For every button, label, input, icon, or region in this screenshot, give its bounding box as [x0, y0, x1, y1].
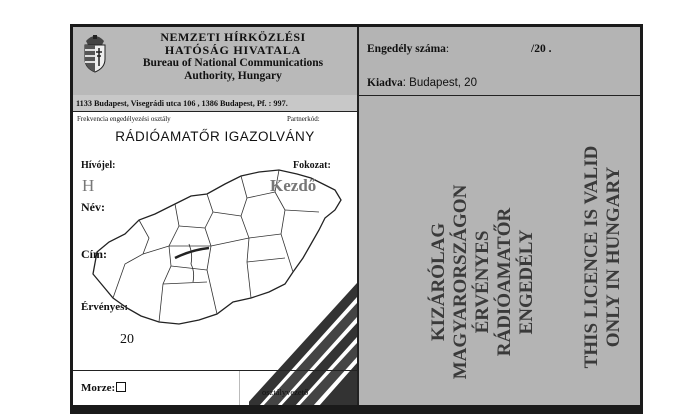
issuer-name-en-line1: Bureau of National Communications [142, 57, 324, 69]
signature-label: osztályvezető [262, 387, 309, 397]
callsign-label: Hívójel: [81, 160, 116, 171]
notice-hu-line-2: MAGYARORSZÁGON [450, 184, 471, 380]
issued-row [367, 77, 477, 89]
license-back-panel [357, 27, 640, 406]
notice-hu-line-3: ÉRVÉNYES [472, 230, 493, 334]
issued-label: Kiadva [367, 77, 403, 89]
license-card [70, 24, 643, 409]
morse-label [81, 382, 126, 394]
morse-label-text: Morze: [81, 382, 116, 394]
callsign-value: H [82, 176, 95, 195]
address-label: Cím: [81, 247, 107, 261]
permit-separator [359, 95, 640, 96]
issuer-address: 1133 Budapest, Visegrádi utca 106 , 1386 Budapest, Pf. : 997. [73, 95, 357, 112]
permit-number-suffix: /20 . [531, 43, 552, 55]
valid-until-value: 20 [120, 332, 134, 347]
document-title: RÁDIÓAMATŐR IGAZOLVÁNY [115, 129, 315, 144]
notice-hu-line-1: KIZÁRÓLAG [428, 222, 449, 342]
issued-value: : Budapest, 20 [402, 77, 477, 89]
notice-en-line-1: THIS LICENCE IS VALID [581, 145, 602, 369]
valid-until-label: Érvényes: [81, 301, 129, 313]
notice-en-line-2: ONLY IN HUNGARY [603, 166, 624, 348]
permit-number-colon: : [445, 43, 450, 55]
class-label: Fokozat: [293, 160, 331, 171]
issuer-name-hu-line1: NEMZETI HÍRKÖZLÉSI [160, 30, 306, 44]
issuer-name [117, 31, 349, 83]
name-label: Név: [81, 200, 105, 214]
morse-row [73, 370, 357, 407]
morse-checkbox[interactable] [116, 382, 126, 392]
class-value: Kezdő [270, 176, 317, 195]
issuer-name-en-line2: Authority, Hungary [184, 70, 282, 82]
issuer-header [73, 27, 357, 96]
license-front-panel [73, 27, 357, 406]
notice-hu-line-5: ENGEDÉLY [516, 229, 537, 335]
bottom-border [70, 405, 643, 414]
notice-hu-line-4: RÁDIÓAMATŐR [494, 207, 515, 357]
partner-code-label: Partnerkód: [287, 115, 320, 123]
permit-number-label-text: Engedély száma [367, 43, 446, 55]
signature-cell [239, 371, 358, 407]
department-label: Frekvencia engedélyezési osztály [77, 115, 171, 123]
coat-of-arms-icon [82, 33, 108, 73]
issuer-name-hu-line2: HATÓSÁG HIVATALA [164, 43, 302, 57]
permit-number-label [367, 43, 449, 55]
